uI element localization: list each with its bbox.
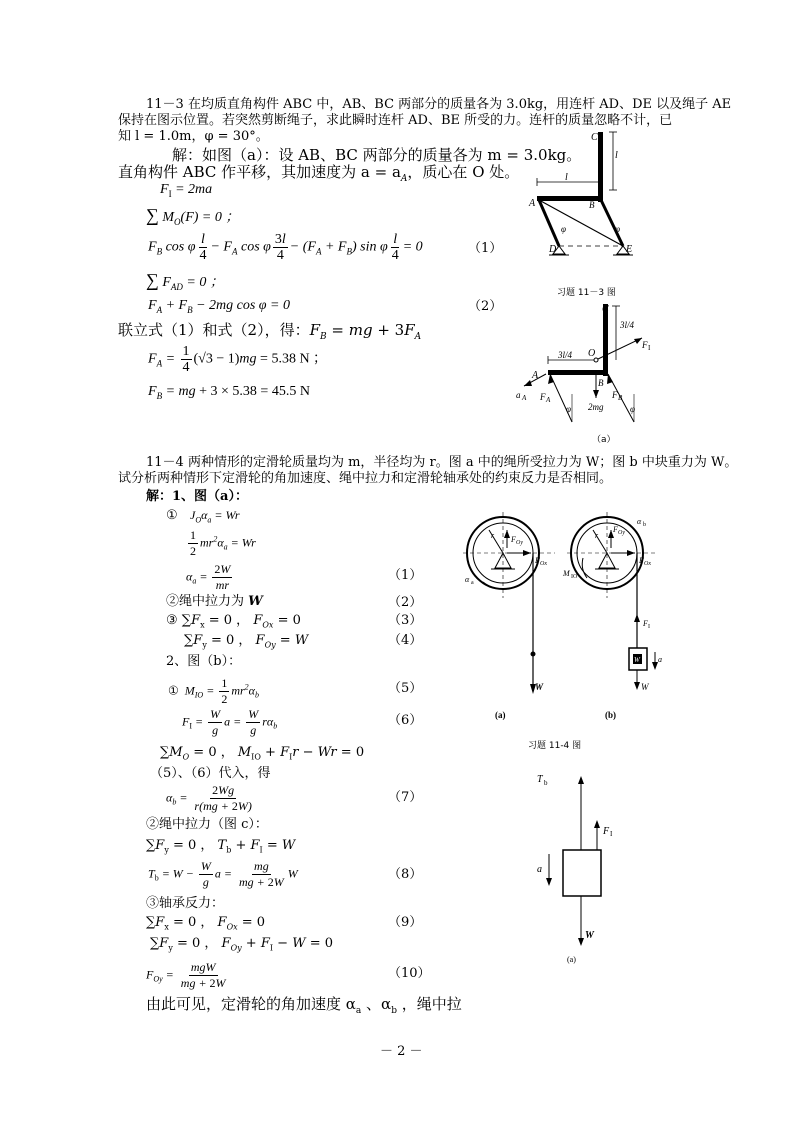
fig-b-label: (b): [605, 710, 616, 720]
svg-text:F: F: [643, 619, 648, 628]
svg-text:b: b: [544, 779, 548, 787]
step-fig-b: 2、图（b）：: [166, 654, 242, 669]
svg-text:a: a: [658, 655, 662, 664]
figure-11-3-caption: 习题 11－3 图: [557, 288, 616, 298]
svg-text:Oy: Oy: [516, 540, 523, 546]
svg-text:Oy: Oy: [618, 530, 625, 536]
svg-text:b: b: [643, 522, 646, 528]
svg-text:I: I: [648, 344, 651, 352]
eq-9: $\sum F_x = 0$ ， $F_{Ox} = 0$: [146, 915, 266, 932]
eq-5: ① $M_{IO}$ = $\frac{1}{2}$ $mr^2\alpha_b$: [168, 676, 259, 706]
svg-text:O: O: [588, 348, 596, 359]
eq-number-1b: （1）: [388, 568, 423, 583]
solution-11-3-line2-tail: ，质心在 O 处。: [407, 163, 520, 181]
eq-moment-o: $\sum M_O = 0$ ， $M_{IO} + F_Ir - Wr = 0$: [160, 745, 365, 762]
svg-text:W: W: [535, 682, 544, 692]
eq-number-4b: （4）: [388, 633, 423, 648]
problem-11-4-intro-line1: 11－4 两种情形的定滑轮质量均为 m，半径均为 r。图 a 中的绳所受拉力为 W；图 b 中块重力为 W。: [146, 455, 738, 470]
eq-8: $T_b = W$ − $\frac{W}{g}$ a = $\frac{mg}{mg + 2W}$ W: [148, 859, 298, 889]
eq-4: $\sum F_y = 0$ ， $F_{Oy} = W$: [184, 633, 309, 650]
eq-moment-sum: ∑ $M_O(F) = 0$ ；: [146, 205, 240, 227]
figure-11-4-pulleys: [455, 508, 675, 726]
svg-text:F: F: [612, 390, 618, 400]
svg-text:α: α: [465, 575, 470, 584]
svg-text:W: W: [634, 656, 640, 664]
svg-text:A: A: [546, 396, 551, 404]
eq-3: ③ $\sum F_x = 0$ ， $F_{Ox} = 0$: [166, 613, 301, 630]
eq-number-7b: （7）: [388, 790, 423, 805]
svg-text:A: A: [532, 370, 539, 381]
eq-number-9b: （9）: [388, 915, 423, 930]
svg-text:φ: φ: [566, 404, 571, 414]
svg-text:C: C: [591, 132, 598, 143]
svg-text:T: T: [537, 774, 543, 785]
combine-line: 联立式（1）和式（2），得：$F_B$ = mg + $3F_A$: [118, 321, 422, 342]
svg-text:r: r: [595, 531, 599, 540]
svg-text:A: A: [529, 198, 536, 209]
step-circle-1: ①: [166, 508, 178, 523]
svg-text:C: C: [602, 304, 609, 315]
svg-text:r: r: [491, 531, 495, 540]
solution-11-4-heading: 解：1、图（a）：: [146, 489, 248, 504]
eq-2: $F_A + F_B - 2mg$ cos φ = 0: [148, 298, 290, 315]
svg-text:3l/4: 3l/4: [558, 350, 573, 360]
eq-number-2b: （2）: [388, 595, 423, 610]
eq-sum-fy: $\sum F_y = 0$ ， $T_b + F_I = W$: [146, 838, 296, 855]
eq-half-mr2: $\frac{1}{2}$ $mr^2\alpha_a = Wr$: [190, 528, 256, 558]
svg-text:2mg: 2mg: [588, 402, 604, 412]
svg-text:l: l: [615, 150, 618, 161]
eq-number-3b: （3）: [388, 613, 423, 628]
svg-text:B: B: [618, 394, 623, 402]
svg-text:I: I: [610, 830, 613, 838]
svg-text:3l/4: 3l/4: [620, 320, 635, 330]
svg-text:F: F: [535, 556, 540, 565]
svg-text:F: F: [642, 340, 648, 350]
solution-11-3-line1: 解：如图（a）：设 AB、BC 两部分的质量各为 m = 3.0kg。: [172, 146, 582, 164]
figure-11-3-structure: [525, 128, 645, 276]
fig-a-label: (a): [495, 710, 506, 720]
eq-7: $\alpha_b$ = $\frac{2Wg}{r(mg + 2W)}$: [166, 783, 252, 813]
svg-text:B: B: [598, 378, 604, 388]
svg-text:I: I: [648, 624, 650, 630]
svg-text:F: F: [639, 556, 644, 565]
svg-text:a: a: [471, 580, 474, 586]
problem-11-4-intro-line2: 试分析两种情形下定滑轮的角加速度、绳中拉力和定滑轮轴承处的约束反力是否相同。: [118, 471, 613, 486]
svg-text:a: a: [537, 864, 542, 875]
svg-text:W: W: [585, 930, 594, 941]
svg-text:E: E: [626, 244, 633, 255]
svg-text:F: F: [613, 525, 618, 534]
problem-11-3-intro-line1: 11－3 在均质直角构件 ABC 中，AB、BC 两部分的质量各为 3.0kg，用连杆 AD、DE 以及绳子 AE: [146, 97, 732, 112]
eq-jo-alpha: $J_O\alpha_a = Wr$: [190, 508, 240, 525]
eq-number-2: （2）: [468, 299, 503, 314]
svg-text:Ox: Ox: [644, 561, 651, 567]
svg-text:B: B: [589, 200, 595, 210]
svg-text:φ: φ: [615, 224, 620, 234]
svg-text:M: M: [563, 569, 570, 578]
figure-11-4c-block: [525, 770, 635, 965]
eq-number-5b: （5）: [388, 681, 423, 696]
figure-11-3a-caption: （a）: [592, 435, 616, 445]
problem-11-3-intro-line2: 保持在图示位置。若突然剪断绳子，求此瞬时连杆 AD、BE 所受的力。连杆的质量忽略不计，已: [118, 113, 673, 128]
svg-text:l: l: [565, 172, 568, 183]
svg-text:φ: φ: [561, 224, 566, 234]
substitute-line: （5）、（6）代入，得: [150, 766, 271, 781]
fig-c-label: (a): [567, 955, 576, 964]
eq-fa-value: $F_A$ = $\frac{1}{4}$ (√3 − 1)mg = 5.38 N ；: [148, 344, 328, 375]
figure-11-3a-free-body: [510, 300, 660, 430]
svg-text:a: a: [516, 390, 521, 400]
eq-number-10b: （10）: [388, 966, 431, 981]
eq-alpha-a: $\alpha_a$ = $\frac{2W}{mr}$: [186, 562, 231, 592]
svg-text:W: W: [641, 682, 649, 692]
eq-moment-expansion: $F_B$ cos φ $\frac{l}{4}$ − $F_A$ cos φ $\frac{3l}{4}$ − $(F_A + F_B)$ sin φ $\frac{l}{4}$ = 0: [148, 232, 423, 263]
problem-11-3-intro-line3: 知 l = 1.0m，φ = 30°。: [118, 129, 269, 144]
solution-11-3-line2-text: 直角构件 ABC 作平移，其加速度为 a = a: [118, 163, 401, 181]
step-rope-tension: ②绳中拉力为 W: [166, 594, 263, 609]
eq-10: $F_{Oy}$ = $\frac{\text{mgW}}{mg + 2W}$: [146, 960, 226, 990]
svg-text:IO: IO: [571, 574, 578, 580]
page-number: － 2 －: [380, 1044, 423, 1059]
eq-sum-fy-2: $\sum F_y = 0$ ， $F_{Oy} + F_I - W = 0$: [150, 936, 334, 953]
svg-text:φ: φ: [630, 404, 635, 414]
svg-text:F: F: [540, 392, 546, 402]
rope-tension-heading: ②绳中拉力（图 c）：: [146, 817, 268, 832]
eq-number-6b: （6）: [388, 713, 423, 728]
eq-fb-value: $F_B$ = mg + 3 × 5.38 = 45.5 N: [148, 384, 310, 401]
svg-text:Ox: Ox: [540, 561, 547, 567]
eq-number-8b: （8）: [388, 867, 423, 882]
sub-a: A: [400, 174, 408, 184]
svg-text:A: A: [522, 394, 527, 402]
bearing-heading: ③轴承反力：: [146, 896, 225, 911]
eq-number-1: （1）: [468, 241, 503, 256]
eq-force-sum: ∑ $F_{AD} = 0$ ；: [146, 270, 224, 292]
eq-6: $F_I$ = $\frac{W}{g}$ a = $\frac{W}{g}$ $r\alpha_b$: [182, 707, 278, 737]
svg-text:F: F: [603, 826, 610, 837]
figure-11-4-caption: 习题 11-4 图: [528, 741, 582, 751]
svg-text:D: D: [549, 244, 557, 255]
eq-inertia-force: $F_I = 2ma$: [160, 182, 213, 199]
conclusion-line: 由此可见，定滑轮的角加速度 $\alpha_a$ 、$\alpha_b$ ，绳中拉: [146, 995, 462, 1016]
svg-text:α: α: [637, 517, 642, 526]
svg-text:F: F: [511, 535, 516, 544]
